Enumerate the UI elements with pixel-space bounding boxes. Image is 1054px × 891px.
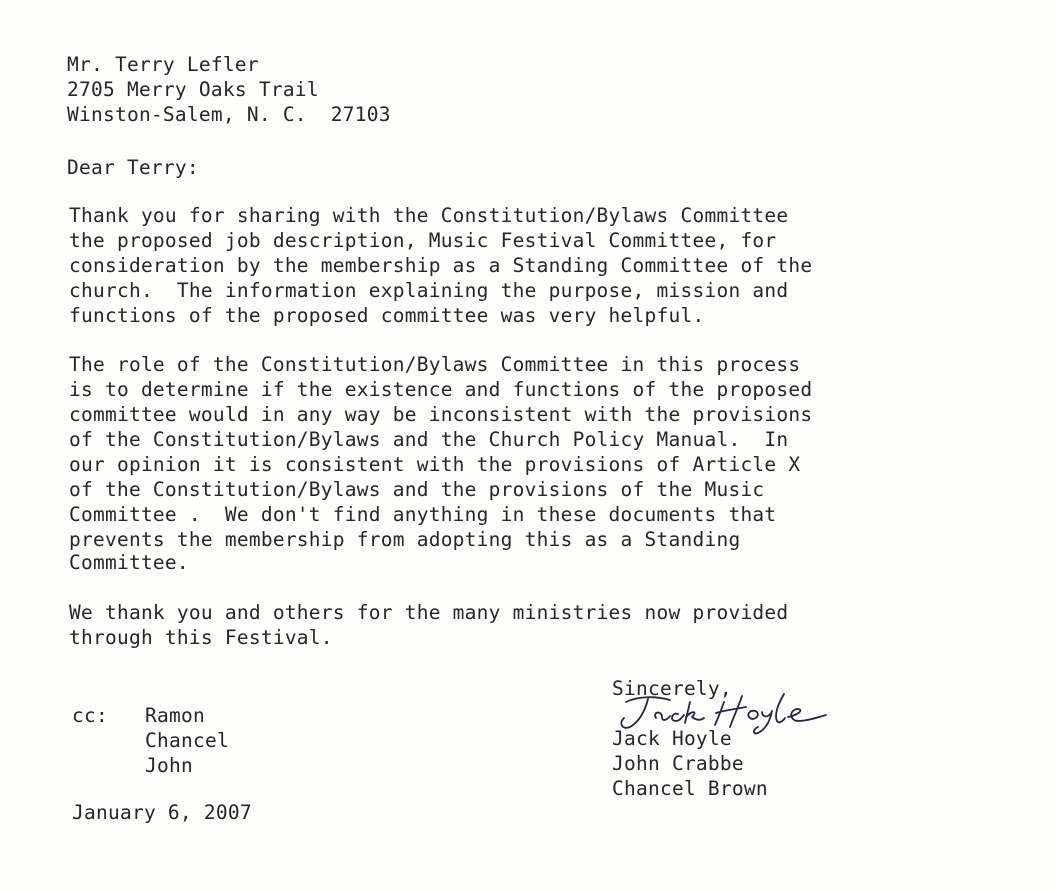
cc-name: John (145, 754, 193, 777)
paragraph-line: of the Constitution/Bylaws and the Church Policy Manual. In (69, 428, 789, 451)
paragraph-line: We thank you and others for the many ministries now provided (69, 601, 789, 624)
paragraph-line: committee would in any way be inconsistent with the provisions (69, 403, 813, 426)
signer-name: Chancel Brown (612, 777, 768, 800)
paragraph-line: the proposed job description, Music Festival Committee, for (69, 229, 777, 252)
paragraph-line: The role of the Constitution/Bylaws Committee in this process (69, 353, 801, 376)
recipient-city: Winston-Salem, N. C. 27103 (67, 103, 391, 126)
paragraph-line: prevents the membership from adopting this as a Standing (69, 528, 741, 551)
paragraph-line: Committee. (69, 551, 189, 574)
paragraph-line: church. The information explaining the purpose, mission and (69, 279, 789, 302)
paragraph-line: Committee . We don't find anything in these documents that (69, 503, 777, 526)
paragraph-line: through this Festival. (69, 626, 333, 649)
signer-name: Jack Hoyle (612, 727, 732, 750)
paragraph-line: is to determine if the existence and functions of the proposed (69, 378, 813, 401)
paragraph-line: Thank you for sharing with the Constitution/Bylaws Committee (69, 204, 789, 227)
recipient-street: 2705 Merry Oaks Trail (67, 78, 319, 101)
cc-name: Chancel (145, 729, 229, 752)
complimentary-close: Sincerely, (612, 677, 732, 700)
salutation: Dear Terry: (67, 156, 199, 179)
letter-date: January 6, 2007 (72, 801, 252, 824)
signer-name: John Crabbe (612, 752, 744, 775)
paragraph-line: of the Constitution/Bylaws and the provisions of the Music (69, 478, 765, 501)
paragraph-line: functions of the proposed committee was very helpful. (69, 304, 705, 327)
paragraph-line: consideration by the membership as a Standing Committee of the (69, 254, 813, 277)
recipient-name: Mr. Terry Lefler (67, 53, 259, 76)
cc-label: cc: (72, 704, 108, 727)
cc-name: Ramon (145, 704, 205, 727)
paragraph-line: our opinion it is consistent with the provisions of Article X (69, 453, 801, 476)
